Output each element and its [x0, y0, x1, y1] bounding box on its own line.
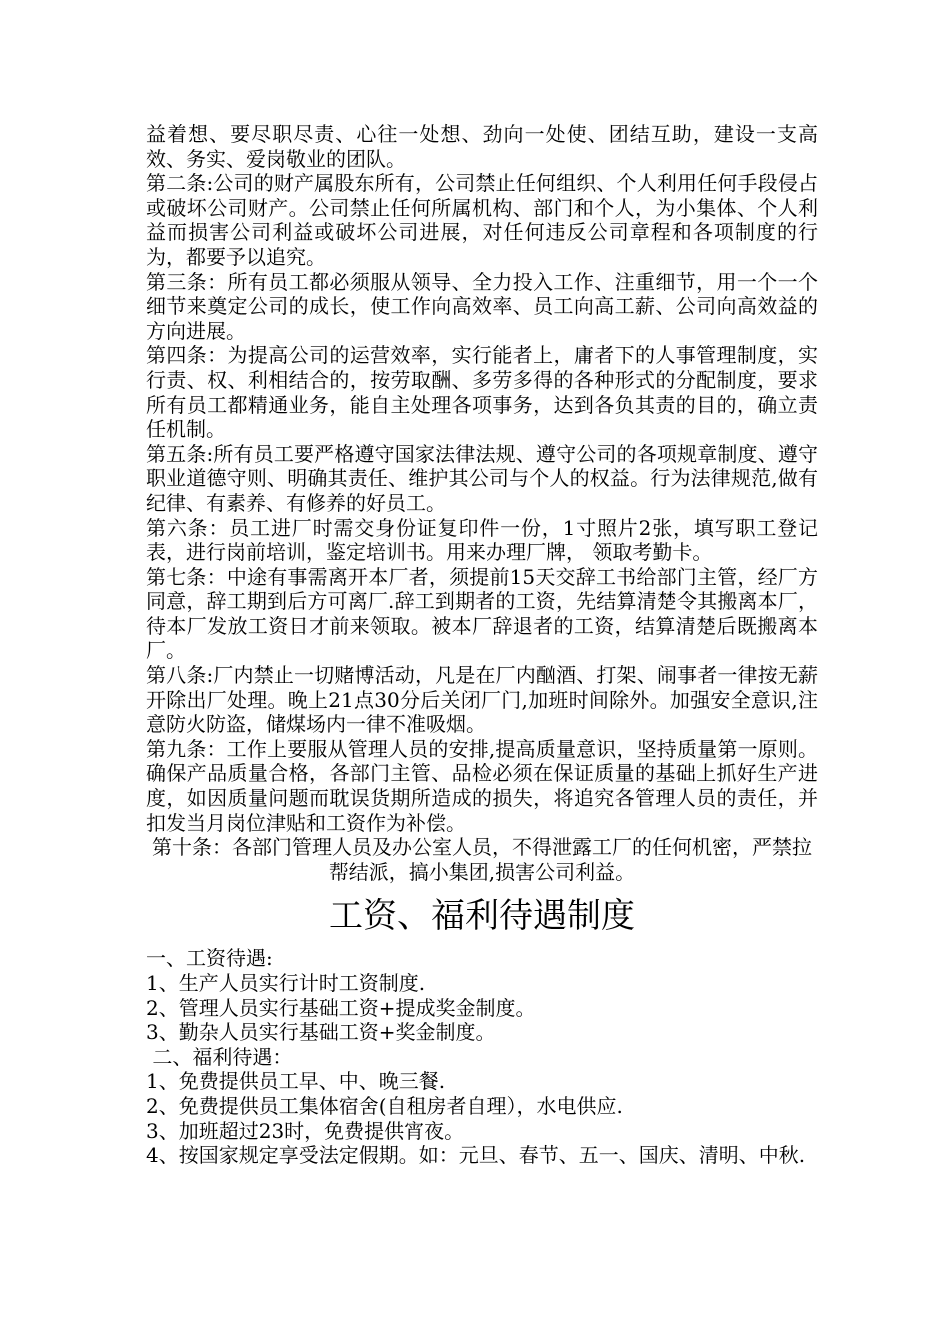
welfare-item: 1、免费提供员工早、中、晚三餐. [146, 1069, 446, 1094]
document-page [146, 122, 818, 1168]
rule-paragraph-1: 益着想、要尽职尽责、心往一处想、劲向一处使、团结互助，建设一支高效、务实、爱岗敬业的团队。 [146, 122, 818, 171]
welfare-item: 3、加班超过23时，免费提供宵夜。 [146, 1118, 465, 1143]
rule-paragraph-3: 第三条：所有员工都必须服从领导、全力投入工作、注重细节，用一个一个细节来奠定公司的成长，使工作向高效率、员工向高工薪、公司向高效益的方向进展。 [146, 269, 818, 343]
rule-paragraph-2: 第二条:公司的财产属股东所有，公司禁止任何组织、个人利用任何手段侵占或破坏公司财产。公司禁止任何所属机构、部门和个人，为小集体、个人利益而损害公司利益或破坏公司进展，对任何违反公司章程和各项制度的行为，都要予以追究。 [146, 171, 818, 269]
rule-paragraph-5: 第五条:所有员工要严格遵守国家法律法规、遵守公司的各项规章制度、遵守职业道德守则、明确其责任、维护其公司与个人的权益。行为法律规范,做有纪律、有素养、有修养的好员工。 [146, 441, 818, 515]
section-title: 工资、福利待遇制度 [329, 896, 635, 937]
rule-paragraph-4: 第四条：为提高公司的运营效率，实行能者上，庸者下的人事管理制度，实行责、权、利相结合的，按劳取酬、多劳多得的各种形式的分配制度，要求所有员工都精通业务，能自主处理各项事务，达到各负其责的目的，确立责任机制。 [146, 343, 818, 442]
rule-paragraph-8: 第八条:厂内禁止一切赌博活动，凡是在厂内酗酒、打架、闹事者一律按无薪开除出厂处理。晚上21点30分后关闭厂门,加班时间除外。加强安全意识,注意防火防盗，储煤场内一律不准吸烟。 [146, 663, 818, 737]
wage-item: 2、管理人员实行基础工资+提成奖金制度。 [146, 995, 536, 1020]
welfare-heading: 二、福利待遇： [146, 1044, 293, 1069]
rule-paragraph-9: 第九条：工作上要服从管理人员的安排,提高质量意识，坚持质量第一原则。确保产品质量合格，各部门主管、品检必须在保证质量的基础上抓好生产进度，如因质量问题而耽误货期所造成的损失，将追究各管理人员的责任，并扣发当月岗位津贴和工资作为补偿。 [146, 736, 818, 835]
rule-paragraph-7: 第七条：中途有事需离开本厂者，须提前15天交辞工书给部门主管，经厂方同意，辞工期到后方可离厂.辞工到期者的工资，先结算清楚令其搬离本厂，待本厂发放工资日才前来领取。被本厂辞退者的工资，结算清楚后既搬离本厂。 [146, 564, 818, 663]
wage-item: 3、勤杂人员实行基础工资+奖金制度。 [146, 1020, 496, 1045]
rule-paragraph-10: 第十条：各部门管理人员及办公室人员，不得泄露工厂的任何机密，严禁拉帮结派，搞小集团,损害公司利益。 [152, 835, 812, 884]
rule-paragraph-6: 第六条：员工进厂时需交身份证复印件一份，1寸照片2张，填写职工登记表，进行岗前培训，鉴定培训书。用来办理厂牌， 领取考勤卡。 [146, 515, 818, 565]
welfare-item: 4、按国家规定享受法定假期。如：元旦、春节、五一、国庆、清明、中秋. [146, 1143, 806, 1168]
welfare-item: 2、免费提供员工集体宿舍(自租房者自理），水电供应. [146, 1093, 623, 1118]
wage-item: 1、生产人员实行计时工资制度. [146, 971, 426, 995]
wage-heading: 一、工资待遇: [146, 946, 273, 971]
